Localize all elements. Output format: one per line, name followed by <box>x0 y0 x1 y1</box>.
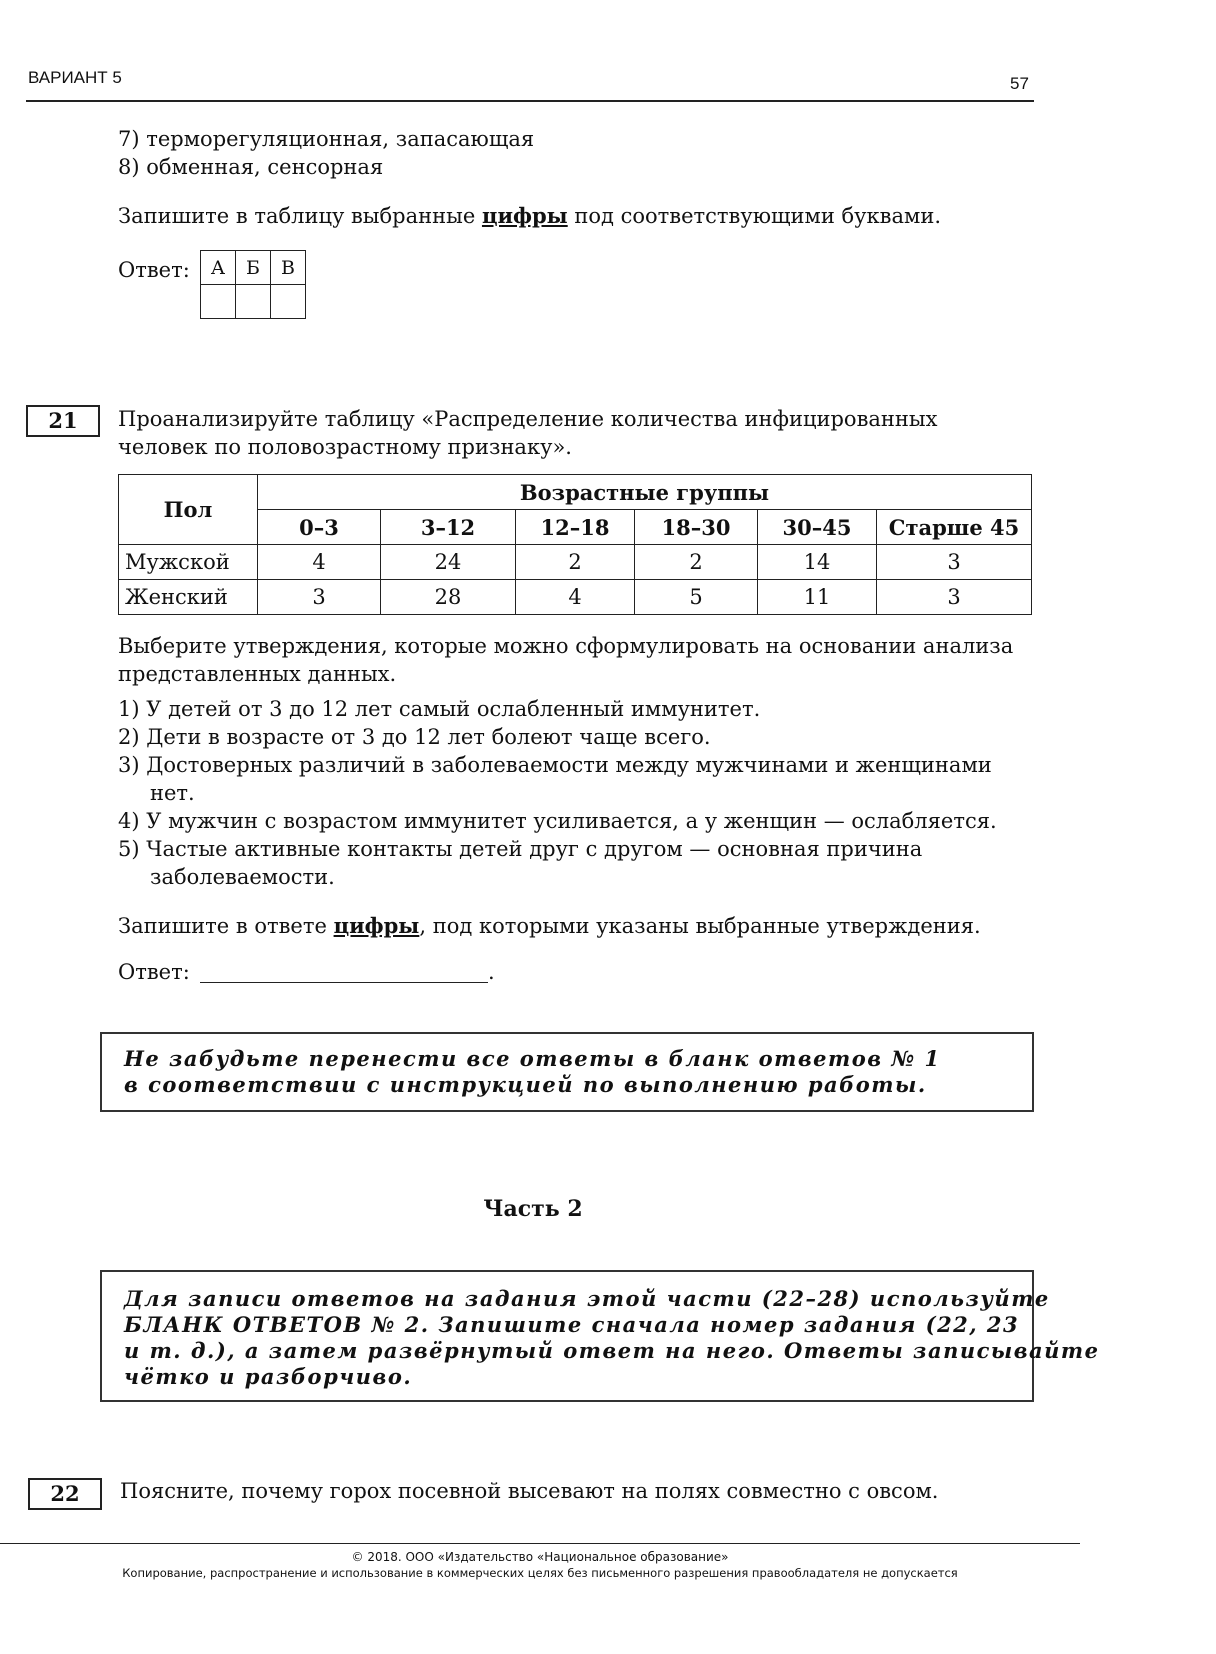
answer-grid <box>200 250 306 319</box>
table-cell: 24 <box>381 545 516 580</box>
statement-3: 3) Достоверных различий в заболеваемости между мужчинами и женщинами <box>118 753 992 777</box>
emphasis-digits: цифры <box>333 913 420 938</box>
answer-cell-a[interactable] <box>201 285 236 319</box>
answer-col-a: А <box>201 251 236 285</box>
table-cell: 4 <box>258 545 381 580</box>
footer-copyright: © 2018. ООО «Издательство «Национальное образование» <box>351 1550 729 1564</box>
instruction-20: Запишите в таблицу выбранные цифры под соответствующими буквами. <box>118 203 942 228</box>
col-header-age-groups: Возрастные группы <box>258 475 1032 510</box>
variant-label: ВАРИАНТ 5 <box>28 68 122 87</box>
table-cell: 2 <box>516 545 635 580</box>
reminder-line2: в соответствии с инструкцией по выполнению работы. <box>124 1072 927 1097</box>
header-rule <box>26 100 1034 102</box>
statement-3-cont: нет. <box>150 781 195 805</box>
age-group-0: 0–3 <box>258 510 381 545</box>
row-sex: Мужской <box>119 545 258 580</box>
age-group-1: 3–12 <box>381 510 516 545</box>
emphasis-digits: цифры <box>481 203 568 228</box>
table-cell: 11 <box>758 580 877 615</box>
table-cell: 2 <box>635 545 758 580</box>
table-cell: 3 <box>877 545 1032 580</box>
statement-5-cont: заболеваемости. <box>150 865 335 889</box>
table-row <box>119 545 1032 580</box>
option-8: 8) обменная, сенсорная <box>118 155 384 179</box>
reminder-line1: Не забудьте перенести все ответы в бланк ответов № 1 <box>124 1046 941 1071</box>
statement-5: 5) Частые активные контакты детей друг с другом — основная причина <box>118 837 923 861</box>
part2-line3: и т. д.), а затем развёрнутый ответ на него. Ответы записывайте <box>124 1338 1100 1363</box>
part2-line4: чётко и разборчиво. <box>124 1364 413 1389</box>
task21-prompt-line2: человек по половозрастному признаку». <box>118 435 572 459</box>
part2-line1: Для записи ответов на задания этой части (22–28) используйте <box>124 1286 1050 1311</box>
table-cell: 3 <box>877 580 1032 615</box>
select-line1: Выберите утверждения, которые можно сформулировать на основании анализа <box>118 634 1014 658</box>
task22-prompt: Поясните, почему горох посевной высевают на полях совместно с овсом. <box>120 1479 939 1503</box>
table-cell: 4 <box>516 580 635 615</box>
part2-title: Часть 2 <box>483 1196 583 1222</box>
answer-cell-b[interactable] <box>236 285 271 319</box>
table-cell: 14 <box>758 545 877 580</box>
page-number: 57 <box>1010 74 1029 93</box>
answer-col-b: Б <box>236 251 271 285</box>
option-7: 7) терморегуляционная, запасающая <box>118 127 535 151</box>
task-number-22: 22 <box>28 1478 102 1510</box>
answer-tail-21: . <box>488 960 495 984</box>
task21-prompt-line1: Проанализируйте таблицу «Распределение количества инфицированных <box>118 407 938 431</box>
table-cell: 3 <box>258 580 381 615</box>
part2-line2: БЛАНК ОТВЕТОВ № 2. Запишите сначала номер задания (22, 23 <box>124 1312 1020 1337</box>
footer-notice: Копирование, распространение и использование в коммерческих целях без письменного разрешения правообладателя не допускается <box>122 1566 958 1580</box>
task-number-21: 21 <box>26 405 100 437</box>
table-row <box>119 580 1032 615</box>
col-header-sex: Пол <box>119 475 258 545</box>
age-group-4: 30–45 <box>758 510 877 545</box>
statement-1: 1) У детей от 3 до 12 лет самый ослабленный иммунитет. <box>118 697 761 721</box>
footer-rule <box>0 1543 1080 1544</box>
part2-instruction-box <box>100 1270 1100 1402</box>
age-group-5: Старше 45 <box>877 510 1032 545</box>
age-group-3: 18–30 <box>635 510 758 545</box>
write-instruction-21: Запишите в ответе цифры, под которыми указаны выбранные утверждения. <box>118 913 981 938</box>
answer-col-v: В <box>271 251 306 285</box>
statement-2: 2) Дети в возрасте от 3 до 12 лет болеют чаще всего. <box>118 725 711 749</box>
table-cell: 28 <box>381 580 516 615</box>
answer-cell-v[interactable] <box>271 285 306 319</box>
row-sex: Женский <box>119 580 258 615</box>
answer-label-21: Ответ: <box>118 960 190 984</box>
age-group-2: 12–18 <box>516 510 635 545</box>
reminder-box <box>100 1032 1034 1112</box>
answer-line-21[interactable] <box>200 982 488 983</box>
select-line2: представленных данных. <box>118 662 397 686</box>
table-cell: 5 <box>635 580 758 615</box>
infection-table <box>118 474 1032 615</box>
statement-4: 4) У мужчин с возрастом иммунитет усиливается, а у женщин — ослабляется. <box>118 809 997 833</box>
answer-label: Ответ: <box>118 258 190 282</box>
